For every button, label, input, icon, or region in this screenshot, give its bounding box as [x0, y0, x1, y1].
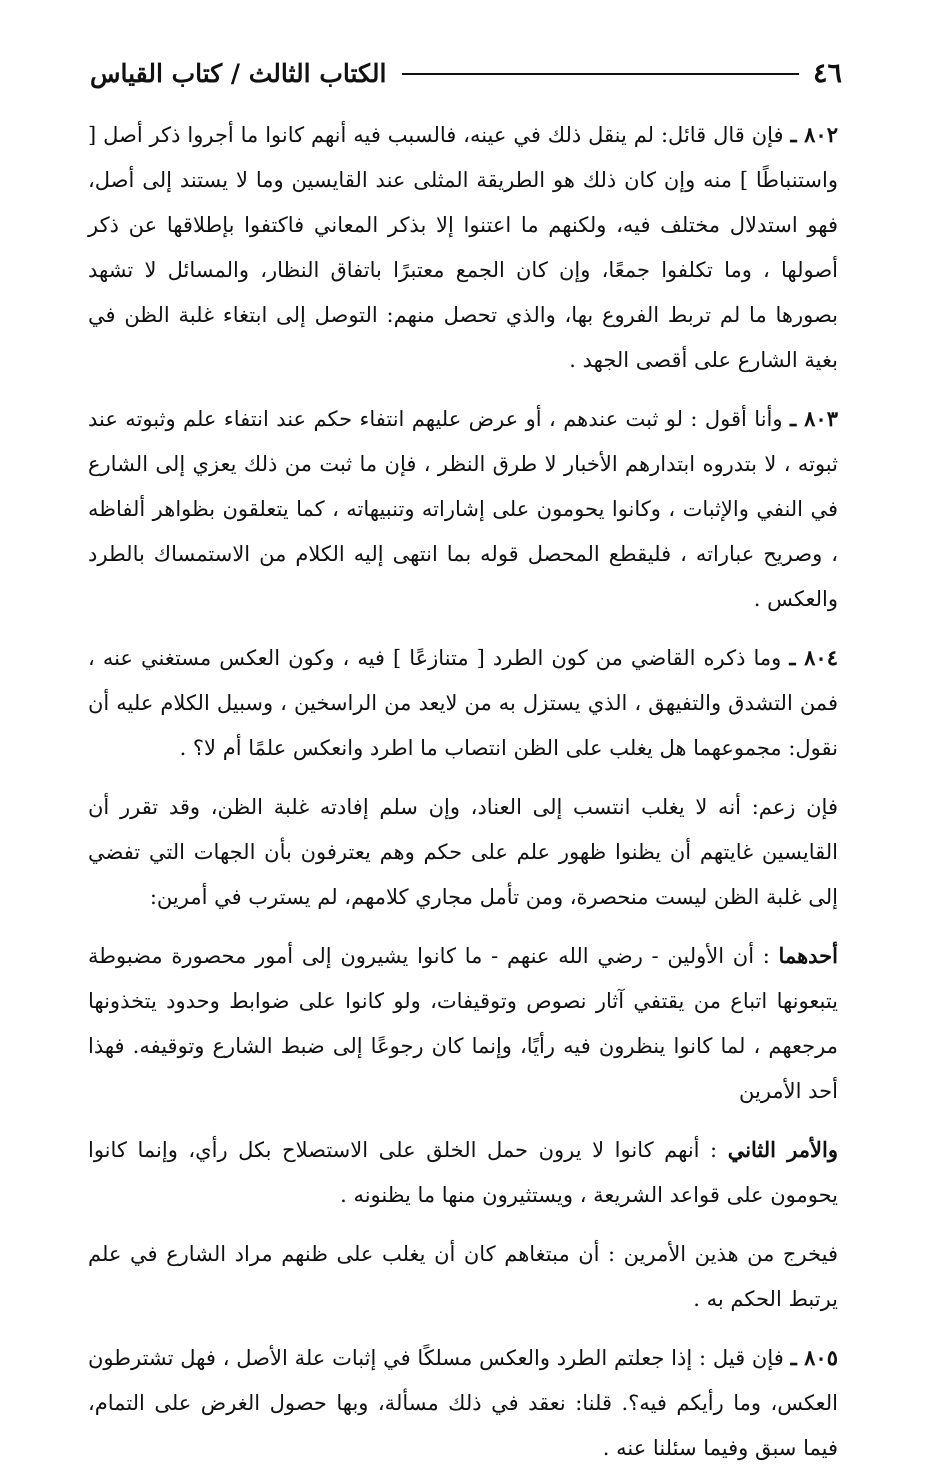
paragraph-802 [88, 112, 838, 383]
paragraph-conclusion [88, 1231, 838, 1322]
paragraph-number: ٨٠٢ ـ [790, 122, 838, 147]
paragraph-text: فإن زعم: أنه لا يغلب انتسب إلى العناد، وإن سلم إفادته غلبة الظن، وقد تقرر أن القايسين غايتهم أن يظنوا ظهور علم على حكم وهم يعترفون بأن الجهات التي تفضي إلى غلبة الظن ليست منحصرة، ومن تأمل مجاري كلامهم، لم يسترب في أمرين: [88, 795, 838, 909]
paragraph-objection [88, 784, 838, 920]
page-number: ٤٦ [812, 57, 842, 89]
paragraph-text: وما ذكره القاضي من كون الطرد [ متنازعًا ] فيه ، وكون العكس مستغني عنه ، فمن التشدق والتفيهق ، الذي يستزل به من لايعد من الراسخين ، وسبيل الكلام عليه أن نقول: مجموعهما هل يغلب على الظن انتصاب ما اطرد وانعكس علمًا أم لا؟ . [88, 646, 838, 760]
paragraph-number: ٨٠٣ ـ [789, 406, 838, 431]
paragraph-text: فإن قيل : إذا جعلتم الطرد والعكس مسلكًا في إثبات علة الأصل ، فهل تشترطون العكس، وما رأيكم فيه؟. قلنا: نعقد في ذلك مسألة، وبها حصول الغرض على التمام، فيما سبق وفيما سئلنا عنه . [88, 1346, 838, 1460]
paragraph-number: ٨٠٥ ـ [790, 1345, 838, 1370]
paragraph-text: : أن الأولين - رضي الله عنهم - ما كانوا يشيرون إلى أمور محصورة مضبوطة يتبعونها اتباع من يقتفي آثار نصوص وتوقيفات، ولو كانوا على ضوابط وحدود يتخذونها مرجعهم ، لما كانوا ينظرون فيه رأيًا، وإنما كان رجوعًا إلى ضبط الشارع وتوقيفه. فهذا أحد الأمرين [88, 944, 838, 1103]
body-text [88, 112, 838, 1484]
paragraph-804 [88, 635, 838, 771]
paragraph-number: ٨٠٤ ـ [789, 645, 838, 670]
paragraph-second-matter [88, 1127, 838, 1218]
paragraph-lead-word: أحدهما [778, 943, 838, 968]
paragraph-text: فإن قال قائل: لم ينقل ذلك في عينه، فالسبب فيه أنهم كانوا ما أجروا ذكر أصل [ واستنباطًا ] منه وإن كان ذلك هو الطريقة المثلى عند القايسين وما لا يستند إلى أصل، فهو استدلال مختلف فيه، ولكنهم ما اعتنوا إلا بذكر المعاني فاكتفوا بإطلاقها عن ذكر أصولها ، وما تكلفوا جمعًا، وإن كان الجمع معتبرًا باتفاق النظار، والمسائل لا تشهد بصورها ما لم تربط الفروع بها، والذي تحصل منهم: التوصل إلى ابتغاء غلبة الظن في بغية الشارع على أقصى الجهد . [88, 123, 838, 372]
paragraph-text: فيخرج من هذين الأمرين : أن مبتغاهم كان أن يغلب على ظنهم مراد الشارع في علم يرتبط الحكم به . [88, 1242, 838, 1311]
paragraph-text: : أنهم كانوا لا يرون حمل الخلق على الاستصلاح بكل رأي، وإنما كانوا يحومون على قواعد الشريعة ، ويستثيرون منها ما يظنونه . [88, 1138, 838, 1207]
running-head [90, 52, 842, 94]
paragraph-lead-word: والأمر الثاني [727, 1137, 838, 1162]
header-rule [402, 73, 799, 75]
paragraph-803 [88, 396, 838, 622]
paragraph-805 [88, 1335, 838, 1471]
paragraph-first-matter [88, 933, 838, 1114]
running-title: الكتاب الثالث / كتاب القياس [90, 58, 387, 88]
paragraph-text: وأنا أقول : لو ثبت عندهم ، أو عرض عليهم انتفاء حكم عند انتفاء علم وثبوته عند ثبوته ، لا بتدروه ابتدارهم الأخبار لا طرق النظر ، فإن ما ثبت من ذلك يعزي إلى الشارع في النفي والإثبات ، وكانوا يحومون على إشاراته وتنبيهاته ، كما يتعلقون بظواهر ألفاظه ، وصريح عباراته ، فليقطع المحصل قوله بما انتهى إليه الكلام من الاستمساك بالطرد والعكس . [88, 407, 838, 611]
